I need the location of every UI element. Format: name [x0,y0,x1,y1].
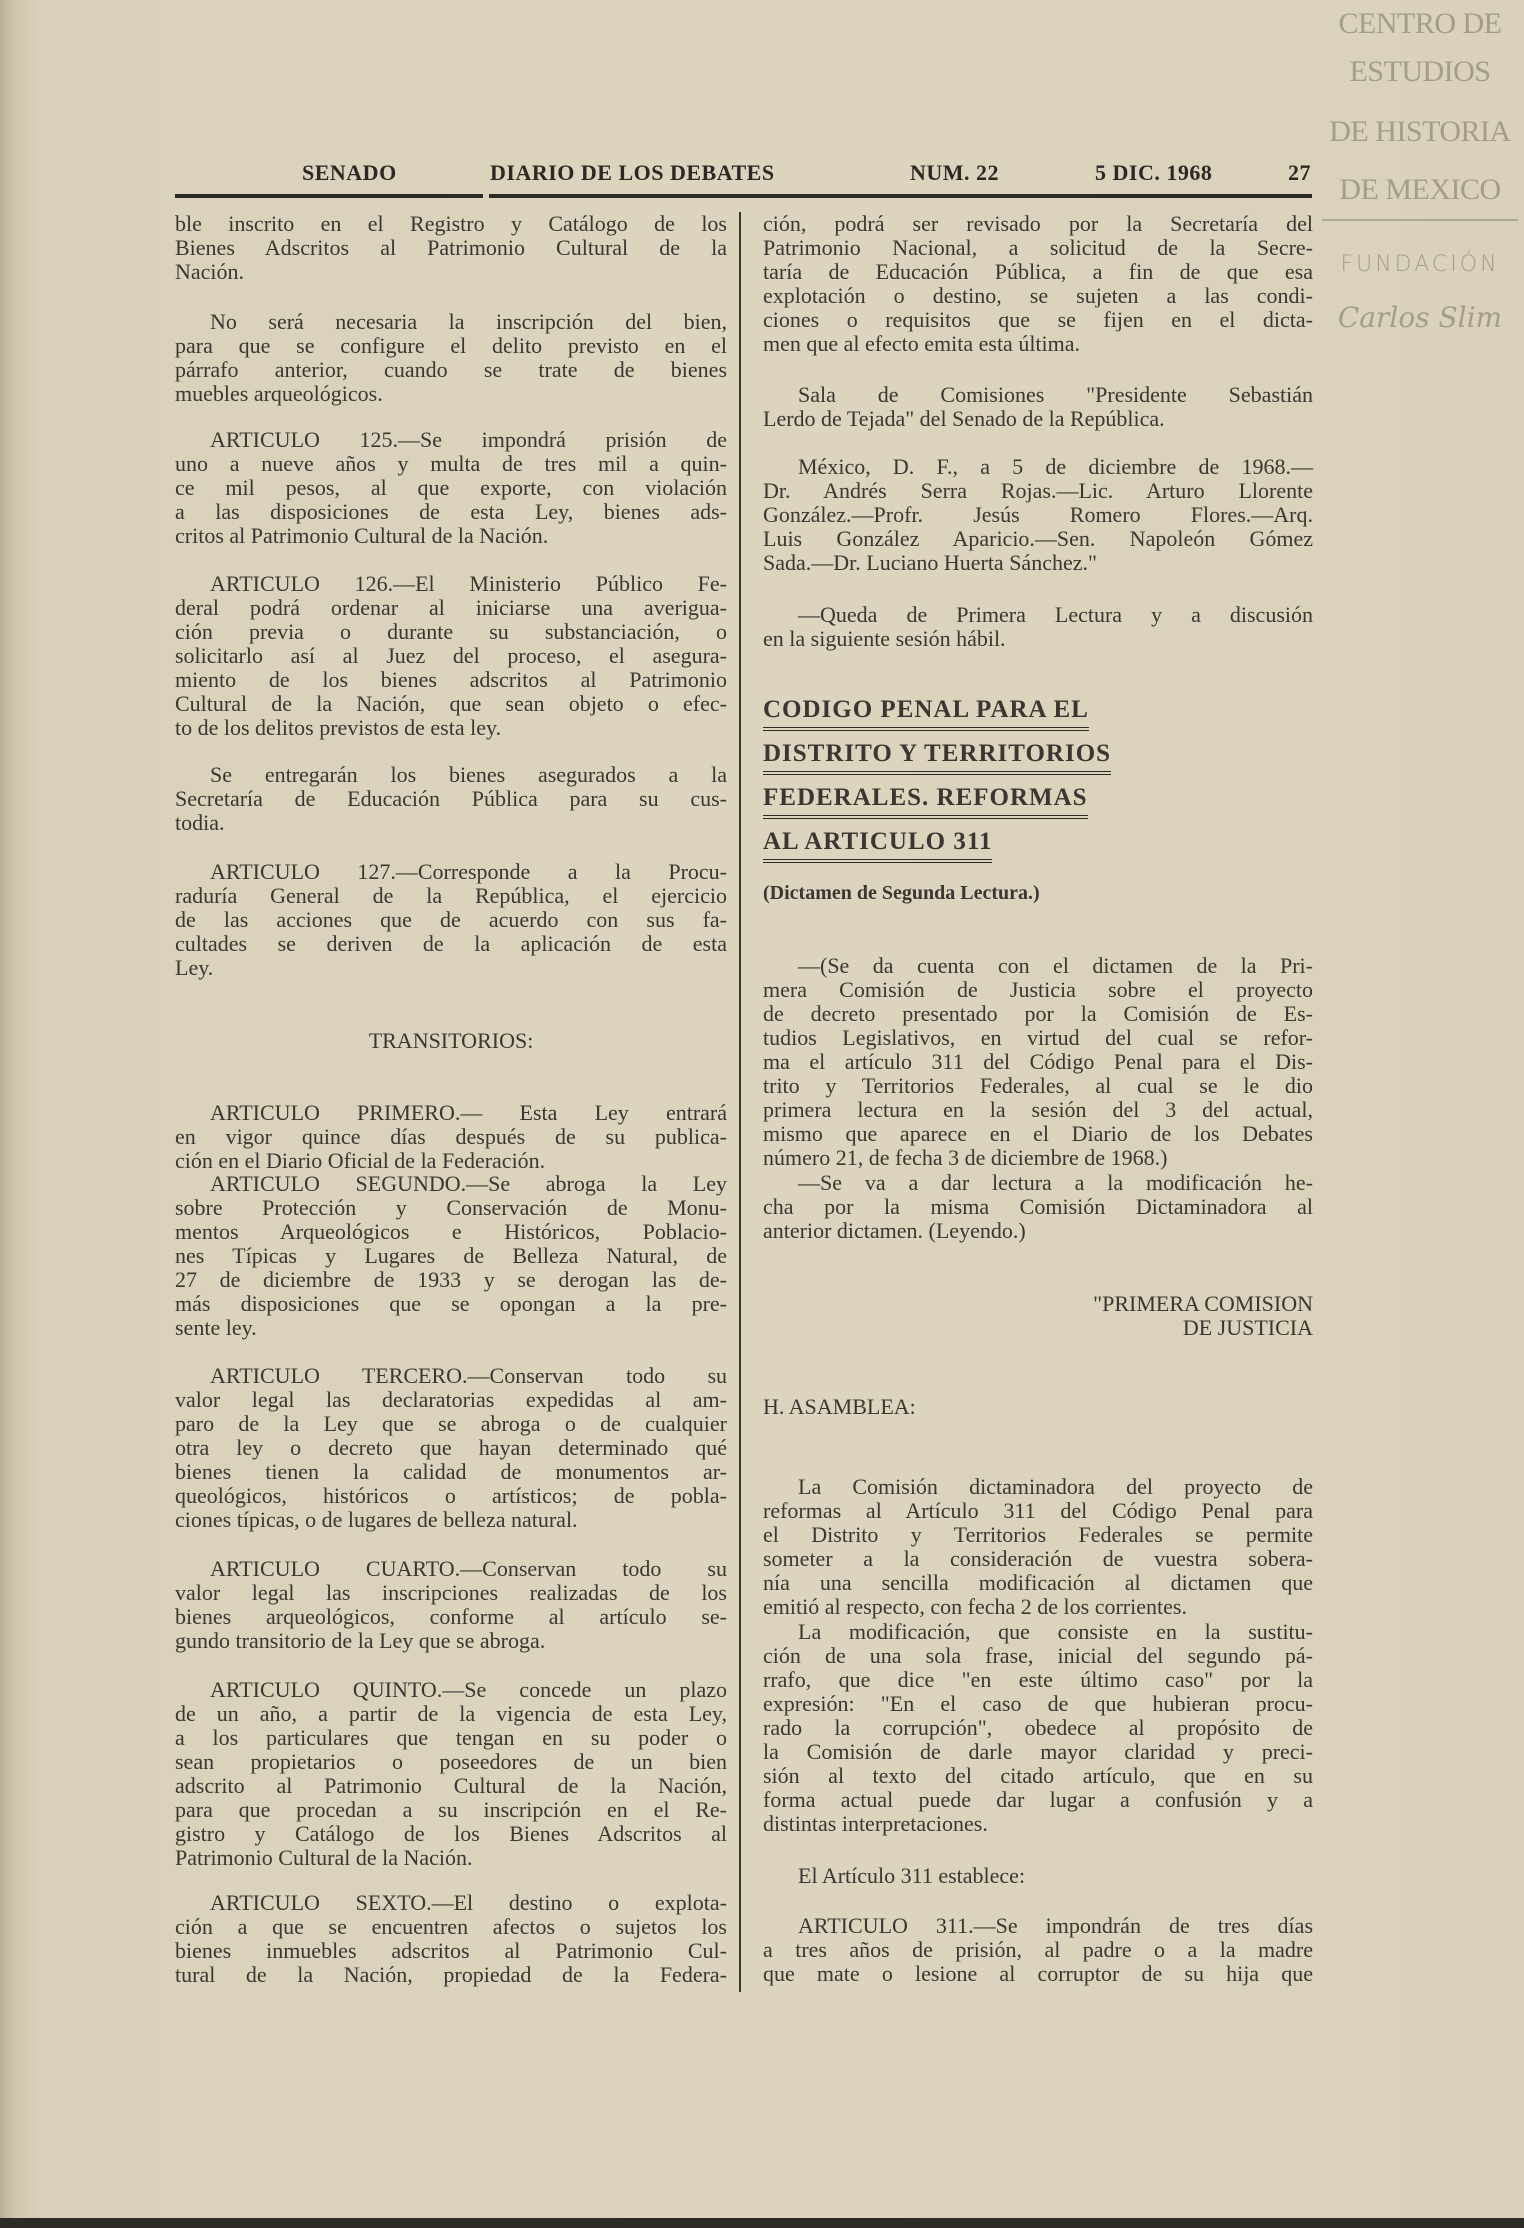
paragraph [763,954,1313,1170]
text-line: primera lectura en la sesión del 3 del actual, [763,1097,1313,1122]
text-line: ción, podrá ser revisado por la Secretaría del [763,211,1313,236]
paragraph [763,383,1313,431]
text-line: la Comisión de darle mayor claridad y preci- [763,1739,1313,1764]
paragraph [763,603,1313,651]
watermark-foundation: FUNDACIÓN [1340,252,1500,277]
header-publication: DIARIO DE LOS DEBATES [490,160,775,185]
watermark-signature: Carlos Slim [1337,301,1503,334]
section-heading [763,781,1313,819]
text-line: sente ley. [175,1315,257,1340]
section-subheading [763,881,1313,905]
text-line: a los particulares que tengan en su poder o [175,1725,727,1750]
paragraph [763,212,1313,356]
text-line: queológicos, históricos o artísticos; de pobla- [175,1483,727,1508]
text-line: someter a la consideración de vuestra sobera- [763,1546,1313,1571]
text-line: ción a que se encuentren afectos o sujetos los [175,1914,727,1939]
text-line: —(Se da cuenta con el dictamen de la Pri- [798,953,1313,978]
text-line: Lerdo de Tejada" del Senado de la República. [763,406,1165,431]
watermark-line: DE MEXICO [1339,173,1501,206]
text-line: que mate o lesione al corruptor de su hija que [763,1961,1313,1986]
text-line: ARTICULO 126.—El Ministerio Público Fe- [210,571,727,596]
text-line: "PRIMERA COMISION [1093,1291,1313,1316]
text-line: cha por la misma Comisión Dictaminadora al [763,1194,1313,1219]
text-line: mera Comisión de Justicia sobre el proyecto [763,977,1313,1002]
watermark-line: ESTUDIOS [1349,55,1491,88]
column-divider [739,212,741,1992]
section-heading [763,737,1313,775]
text-line: raduría General de la República, el ejercicio [175,883,727,908]
header-date: 5 DIC. 1968 [1095,160,1213,185]
text-line: adscrito al Patrimonio Cultural de la Nación, [175,1773,727,1798]
text-line: en la siguiente sesión hábil. [763,626,1006,651]
text-line: H. ASAMBLEA: [763,1394,916,1419]
text-line: distintas interpretaciones. [763,1811,988,1836]
header-chamber: SENADO [302,160,397,185]
text-line: Cultural de la Nación, que sean objeto o efec- [175,691,727,716]
text-line: TRANSITORIOS: [368,1028,534,1053]
text-line: a las disposiciones de esta Ley, bienes ads- [175,499,727,524]
paragraph [175,572,727,740]
paragraph [763,1395,1313,1419]
paragraph [763,455,1313,575]
text-line: ción en el Diario Oficial de la Federación. [175,1148,546,1173]
text-line: 27 de diciembre de 1933 y se derogan las de- [175,1267,727,1292]
text-line: (Dictamen de Segunda Lectura.) [763,882,1040,904]
text-line: Bienes Adscritos al Patrimonio Cultural de la [175,235,727,260]
text-line: DISTRITO Y TERRITORIOS [763,737,1111,775]
text-line: ma el artículo 311 del Código Penal para el Dis- [763,1049,1313,1074]
text-line: forma actual puede dar lugar a confusión y a [763,1787,1313,1812]
text-line: de las acciones que de acuerdo con sus fa- [175,907,727,932]
header-issue: NUM. 22 [910,160,1000,185]
text-line: rrafo, que dice "en este último caso" por la [763,1667,1313,1692]
text-line: más disposiciones que se opongan a la pre- [175,1291,727,1316]
text-line: La modificación, que consiste en la sustitu- [798,1619,1313,1644]
watermark-line: DE HISTORIA [1329,115,1511,148]
page-bottom-edge [0,2218,1524,2228]
text-line: número 21, de fecha 3 de diciembre de 1968.) [763,1145,1168,1170]
section-heading [763,825,1313,863]
text-line: para que se configure el delito previsto en el [175,333,727,358]
text-line: taría de Educación Pública, a fin de que esa [763,259,1313,284]
text-line: —Se va a dar lectura a la modificación he- [798,1170,1313,1195]
text-line: cultades se deriven de la aplicación de esta [175,931,727,956]
text-line: emitió al respecto, con fecha 2 de los corrientes. [763,1594,1187,1619]
text-line: tudios Legislativos, en virtud del cual se refor- [763,1025,1313,1050]
text-line: Sala de Comisiones "Presidente Sebastián [798,382,1313,407]
text-line: todia. [175,810,225,835]
text-line: —Queda de Primera Lectura y a discusión [798,602,1313,627]
text-line: a tres años de prisión, al padre o a la madre [763,1937,1313,1962]
text-line: ARTICULO 127.—Corresponde a la Procu- [210,859,727,884]
paragraph [763,1864,1313,1888]
text-line: sión al texto del citado artículo, que en su [763,1763,1313,1788]
text-line: ble inscrito en el Registro y Catálogo de los [175,211,727,236]
paragraph [763,1620,1313,1836]
text-line: bienes inmuebles adscritos al Patrimonio Cul- [175,1938,727,1963]
watermark-line: CENTRO DE [1338,7,1502,40]
text-line: bienes tienen la calidad de monumentos ar- [175,1459,727,1484]
text-line: Patrimonio Cultural de la Nación. [175,1845,473,1870]
text-line: gundo transitorio de la Ley que se abroga. [175,1628,546,1653]
text-line: Secretaría de Educación Pública para su cus- [175,786,727,811]
text-line: ARTICULO SEGUNDO.—Se abroga la Ley [210,1171,727,1196]
text-line: men que al efecto emita esta última. [763,331,1081,356]
text-line: el Distrito y Territorios Federales se permite [763,1522,1313,1547]
text-line: ARTICULO 125.—Se impondrá prisión de [210,427,727,452]
text-line: ciones típicas, o de lugares de belleza natural. [175,1507,578,1532]
text-line: explotación o destino, se sujeten a las condi- [763,283,1313,308]
paragraph [175,1891,727,1987]
text-line: Dr. Andrés Serra Rojas.—Lic. Arturo Llorente [763,478,1313,503]
text-line: ARTICULO QUINTO.—Se concede un plazo [210,1677,727,1702]
text-line: tural de la Nación, propiedad de la Federa- [175,1962,727,1987]
text-line: Se entregarán los bienes asegurados a la [210,762,727,787]
header-rule [489,194,1312,198]
text-line: mismo que aparece en el Diario de los Debates [763,1121,1313,1146]
section-heading [763,693,1313,731]
text-line: uno a nueve años y multa de tres mil a quin- [175,451,727,476]
text-line: ción de una sola frase, inicial del segundo pá- [763,1643,1313,1668]
paragraph [175,310,727,406]
paragraph [175,763,727,835]
text-line: en vigor quince días después de su publica- [175,1124,727,1149]
text-line: Sada.—Dr. Luciano Huerta Sánchez." [763,550,1097,575]
text-line: gistro y Catálogo de los Bienes Adscritos al [175,1821,727,1846]
text-line: reformas al Artículo 311 del Código Penal para [763,1498,1313,1523]
text-line: Patrimonio Nacional, a solicitud de la Secre- [763,235,1313,260]
header-rule [175,194,483,198]
text-line: para que procedan a su inscripción en el Re- [175,1797,727,1822]
text-line: ARTICULO CUARTO.—Conservan todo su [210,1556,727,1581]
text-line: bienes arqueológicos, conforme al artículo se- [175,1604,727,1629]
text-line: ción previa o durante su substanciación, o [175,619,727,644]
paragraph [175,1678,727,1870]
text-line: ARTICULO PRIMERO.— Esta Ley entrará [210,1100,727,1125]
text-line: El Artículo 311 establece: [798,1863,1026,1888]
text-line: muebles arqueológicos. [175,381,383,406]
text-line: sobre Protección y Conservación de Monu- [175,1195,727,1220]
header-page-number: 27 [1288,160,1311,185]
text-line: González.—Profr. Jesús Romero Flores.—Arq. [763,502,1313,527]
paragraph [763,1171,1313,1243]
text-line: otra ley o decreto que hayan determinado qué [175,1435,727,1460]
text-line: nes Típicas y Lugares de Belleza Natural, de [175,1243,727,1268]
text-line: México, D. F., a 5 de diciembre de 1968.— [798,454,1313,479]
text-line: solicitarlo así al Juez del proceso, el asegura- [175,643,727,668]
text-line: miento de los bienes adscritos al Patrimonio [175,667,727,692]
committee-name [763,1292,1313,1340]
text-line: valor legal las inscripciones realizadas de los [175,1580,727,1605]
text-line: expresión: "En el caso de que hubieran procu- [763,1691,1313,1716]
text-line: de un año, a partir de la vigencia de esta Ley, [175,1701,727,1726]
text-line: nía una sencilla modificación al dictamen que [763,1570,1313,1595]
paragraph [763,1914,1313,1986]
text-line: FEDERALES. REFORMAS [763,781,1088,819]
paragraph [175,860,727,980]
text-line: La Comisión dictaminadora del proyecto de [798,1474,1313,1499]
text-line: paro de la Ley que se abroga o de cualquier [175,1411,727,1436]
paragraph [175,1172,727,1340]
text-line: ce mil pesos, al que exporte, con violación [175,475,727,500]
text-line: Ley. [175,955,214,980]
text-line: ARTICULO SEXTO.—El destino o explota- [210,1890,727,1915]
text-line: párrafo anterior, cuando se trate de bienes [175,357,727,382]
text-line: Luis González Aparicio.—Sen. Napoleón Gómez [763,526,1313,551]
text-line: de decreto presentado por la Comisión de Es- [763,1001,1313,1026]
text-line: ARTICULO TERCERO.—Conservan todo su [210,1363,727,1388]
paragraph [175,1364,727,1532]
text-line: ciones o requisitos que se fijen en el dicta- [763,307,1313,332]
text-line: Nación. [175,259,245,284]
text-line: deral podrá ordenar al iniciarse una averigua- [175,595,727,620]
text-line: to de los delitos previstos de esta ley. [175,715,502,740]
paragraph [175,428,727,548]
text-line: anterior dictamen. (Leyendo.) [763,1218,1026,1243]
paragraph [763,1475,1313,1619]
text-line: rado la corrupción", obedece al propósito de [763,1715,1313,1740]
paragraph [175,1101,727,1173]
text-line: critos al Patrimonio Cultural de la Nación. [175,523,549,548]
text-line: trito y Territorios Federales, al cual se le dio [763,1073,1313,1098]
text-line: mentos Arqueológicos e Históricos, Poblacio- [175,1219,727,1244]
text-line: valor legal las declaratorias expedidas al am- [175,1387,727,1412]
text-line: DE JUSTICIA [1182,1315,1313,1340]
text-line: ARTICULO 311.—Se impondrán de tres días [798,1913,1313,1938]
paragraph [175,212,727,284]
text-line: No será necesaria la inscripción del bien, [210,309,727,334]
section-title [175,1029,727,1053]
text-line: sean propietarios o poseedores de un bien [175,1749,727,1774]
text-line: AL ARTICULO 311 [763,825,992,863]
text-line: CODIGO PENAL PARA EL [763,693,1089,731]
paragraph [175,1557,727,1653]
watermark-divider [1322,219,1518,221]
